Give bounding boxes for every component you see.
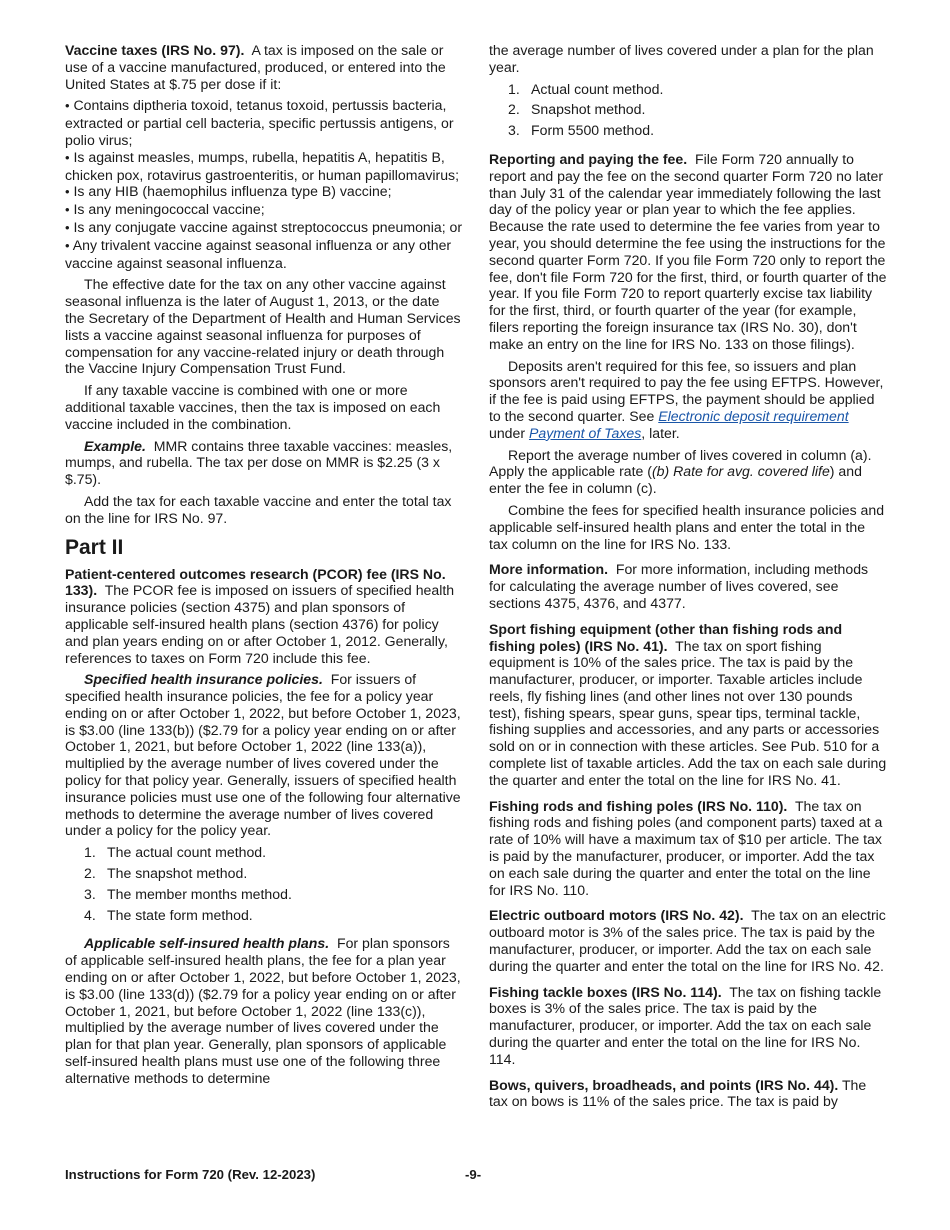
list-item: • Any trivalent vaccine against seasonal influenza or any other vaccine against seasonal influenza. <box>65 236 452 271</box>
example-paragraph: Example. MMR contains three taxable vaccines: measles, mumps, and rubella. The tax per dose on MMR is $2.25 (3 x $.75). <box>65 437 453 488</box>
continued-paragraph: the average number of lives covered under a plan for the plan year. <box>489 42 874 75</box>
list-item: 4. The state form method. <box>84 906 253 923</box>
electronic-deposit-link[interactable]: Electronic deposit requirement <box>658 407 849 424</box>
fishing-rods-paragraph: Fishing rods and fishing poles (IRS No. 110). The tax on fishing rods and fishing poles (and component parts) taxed at a rate of 10% will have a maximum tax of $10 per article. The tax is paid by the manufacturer, producer, or importer. Add the tax on each sale during the quarter and enter the total on the line for IRS No. 110. <box>489 797 883 898</box>
example-label: Example. <box>84 437 146 454</box>
list-item: 3. The member months method. <box>84 885 292 902</box>
reporting-heading: Reporting and paying the fee. <box>489 150 688 167</box>
footer-form-title: Instructions for Form 720 (Rev. 12-2023) <box>65 1167 316 1182</box>
plan-methods-list <box>489 81 887 139</box>
list-item: 2. The snapshot method. <box>84 865 248 882</box>
list-item: 3. Form 5500 method. <box>508 122 654 139</box>
combined-vaccine-paragraph: If any taxable vaccine is combined with one or more additional taxable vaccines, then the tax is imposed on each vaccine included in the combination. <box>65 382 441 432</box>
list-item: • Contains diptheria toxoid, tetanus toxoid, pertussis bacteria, extracted or partial cell bacteria, specific pertussis antigens, or polio virus; <box>65 97 454 148</box>
vaccine-bullet-list <box>65 97 463 271</box>
outboard-motors-heading: Electric outboard motors (IRS No. 42). <box>489 907 744 924</box>
bows-paragraph: Bows, quivers, broadheads, and points (IRS No. 44). The tax on bows is 11% of the sales price. The tax is paid by <box>489 1076 867 1110</box>
specified-policies-paragraph: Specified health insurance policies. For issuers of specified health insurance policies, the fee for a policy year ending on or after October 1, 2022, but before October 1, 2023, is $3.00 (line 133(b)) ($2.79 for a policy year ending on or after October 1, 2021, but before October 1, 2022 (line 133(a)), multiplied by the average number of lives covered under the policy for that policy year. Generally, issuers of specified health insurance policies must use one of the following four alternative methods to determine the average number of lives covered under a policy for the policy year. <box>65 671 461 839</box>
outboard-motors-paragraph: Electric outboard motors (IRS No. 42). The tax on an electric outboard motor is 3% of the sales price. The tax is paid by the manufacturer, producer, or importer. Add the tax on each sale during the quarter and enter the total on the line for IRS No. 42. <box>489 907 886 974</box>
sport-fishing-paragraph: Sport fishing equipment (other than fishing rods and fishing poles) (IRS No. 41). The tax on sport fishing equipment is 10% of the sales price. The tax is paid by the manufacturer, producer, or importer. Taxable articles include reels, fly fishing lines (and other lines not over 130 pounds test), fishing spears, spear guns, spear tips, terminal tackle, fishing supplies and accessories, and any parts or accessories sold on or in connection with these articles. See Pub. 510 for a complete list of taxable articles. Add the tax on each sale during the quarter and enter the total on the line for IRS No. 41. <box>489 620 887 788</box>
effective-date-paragraph: The effective date for the tax on any other vaccine against seasonal influenza is the later of August 1, 2013, or the date the Secretary of the Department of Health and Human Services lists a vaccine against seasonal influenza for purposes of compensation for any vaccine-related injury or death through the Vaccine Injury Compensation Trust Fund. <box>65 276 461 377</box>
list-item: • Is against measles, mumps, rubella, hepatitis A, hepatitis B, chicken pox, rotavirus gastroenteritis, or human papillomavirus; <box>65 148 460 183</box>
specified-methods-list <box>65 844 463 923</box>
report-average-paragraph: Report the average number of lives covered in column (a). Apply the applicable rate ((b) Rate for avg. covered life) and enter the fee in column (c). <box>489 446 872 497</box>
list-item: • Is any conjugate vaccine against streptococcus pneumonia; or <box>65 218 463 235</box>
deposits-paragraph: Deposits aren't required for this fee, so issuers and plan sponsors aren't required to pay the fee using EFTPS. However, if the fee is paid using EFTPS, the payment should be applied to the second quarter. See Electronic deposit requirement under Payment of Taxes, later. <box>489 357 884 441</box>
tackle-boxes-heading: Fishing tackle boxes (IRS No. 114). <box>489 983 722 1000</box>
self-insured-label: Applicable self-insured health plans. <box>84 935 330 952</box>
payment-of-taxes-link[interactable]: Payment of Taxes <box>528 424 642 441</box>
bows-heading: Bows, quivers, broadheads, and points (IRS No. 44). <box>489 1076 839 1093</box>
fishing-rods-heading: Fishing rods and fishing poles (IRS No. 110). <box>489 797 788 814</box>
list-item: 1. Actual count method. <box>508 80 664 97</box>
vaccine-taxes-intro: Vaccine taxes (IRS No. 97). A tax is imposed on the sale or use of a vaccine manufactured, produced, or entered into the United States at $.75 per dose if it: <box>65 42 446 92</box>
list-item: • Is any meningococcal vaccine; <box>65 201 265 218</box>
sport-fishing-heading: Sport fishing equipment (other than fishing rods and fishing poles) (IRS No. 41). <box>489 620 843 654</box>
page-footer <box>65 1167 887 1187</box>
more-info-paragraph: More information. For more information, including methods for calculating the average number of lives covered, see sections 4375, 4376, and 4377. <box>489 561 869 611</box>
vaccine-taxes-heading: Vaccine taxes (IRS No. 97). <box>65 42 245 58</box>
tackle-boxes-paragraph: Fishing tackle boxes (IRS No. 114). The tax on fishing tackle boxes is 3% of the sales price. The tax is paid by the manufacturer, producer, or importer. Add the tax on each sale during the quarter and enter the total on the line for IRS No. 114. <box>489 983 882 1067</box>
pcor-paragraph: Patient-centered outcomes research (PCOR) fee (IRS No. 133). The PCOR fee is imposed on issuers of specified health insurance policies (section 4375) and plan sponsors of applicable self-insured health plans (section 4376) for policy and plan years ending on or after October 1, 2012. Generally, references to taxes on Form 720 include this fee. <box>65 565 455 666</box>
list-item: 1. The actual count method. <box>84 844 267 861</box>
part-ii-heading: Part II <box>65 535 124 559</box>
reporting-paragraph: Reporting and paying the fee. File Form 720 annually to report and pay the fee on the second quarter Form 720 no later than July 31 of the calendar year immediately following the last day of the policy year or plan year to which the fee applies. Because the rate used to determine the fee varies from year to year, you should determine the fee using the instructions for the second quarter Form 720. If you file Form 720 only to report the fee, don't file Form 720 for the first, third, or fourth quarter of the year. If you file Form 720 to report quarterly excise tax liability for the first, third, or fourth quarter of the year (for example, filers reporting the foreign insurance tax (IRS No. 30), don't make an entry on the line for IRS No. 133 on those filings). <box>489 150 887 352</box>
add-tax-paragraph: Add the tax for each taxable vaccine and enter the total tax on the line for IRS No. 97. <box>65 492 452 526</box>
more-info-heading: More information. <box>489 561 609 578</box>
right-column <box>489 42 887 1115</box>
pcor-heading: Patient-centered outcomes research (PCOR) fee (IRS No. 133). <box>65 565 446 599</box>
list-item: • Is any HIB (haemophilus influenza type B) vaccine; <box>65 183 392 200</box>
self-insured-paragraph: Applicable self-insured health plans. For plan sponsors of applicable self-insured health plans, the fee for a plan year ending on or after October 1, 2022, but before October 1, 2023, is $3.00 (line 133(d)) ($2.79 for a policy year ending on or after October 1, 2021, but before October 1, 2022 (line 133(c)), multiplied by the average number of lives covered under the plan for that plan year. Generally, plan sponsors of applicable self-insured health plans must use one of the following three alternative methods to determine <box>65 935 461 1086</box>
page-number: -9- <box>465 1167 482 1182</box>
combine-fees-paragraph: Combine the fees for specified health insurance policies and applicable self-insured health plans and enter the total in the tax column on the line for IRS No. 133. <box>489 501 885 552</box>
left-column <box>65 42 463 1092</box>
specified-policies-label: Specified health insurance policies. <box>84 671 323 688</box>
list-item: 2. Snapshot method. <box>508 101 646 118</box>
